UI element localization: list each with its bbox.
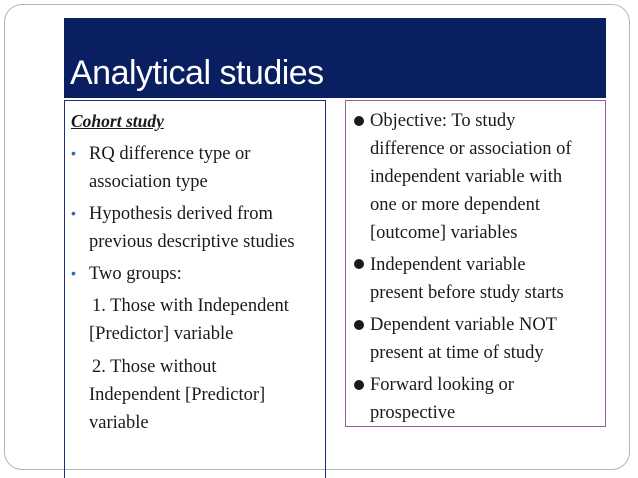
left-bullet-3-line-1: Two groups: (89, 264, 182, 284)
right-bullet-1-line-1: Objective: To study (370, 111, 516, 131)
right-bullet-3-line-1: Dependent variable NOT (370, 315, 557, 335)
group-2-line-2: Independent [Predictor] (89, 385, 266, 405)
left-bullet-2-line-1: Hypothesis derived from (89, 204, 273, 224)
right-bullet-1-line-2: difference or association of (370, 139, 572, 159)
bullet-dot-icon (354, 380, 364, 390)
bullet-icon: • (71, 205, 76, 221)
group-2-line-3: variable (89, 413, 149, 433)
left-bullet-1-line-1: RQ difference type or (89, 144, 251, 164)
bullet-icon: • (71, 265, 76, 281)
right-bullet-1-line-4: one or more dependent (370, 195, 541, 215)
left-bullet-2-line-2: previous descriptive studies (89, 232, 295, 252)
group-1-line-2: [Predictor] variable (89, 324, 234, 344)
bullet-dot-icon (354, 320, 364, 330)
bullet-dot-icon (354, 116, 364, 126)
right-bullet-1-line-3: independent variable with (370, 167, 563, 187)
group-1-line-1: 1. Those with Independent (92, 296, 289, 316)
group-2-line-1: 2. Those without (92, 357, 217, 377)
cohort-study-heading: Cohort study (71, 111, 164, 131)
bullet-icon: • (71, 145, 76, 161)
right-bullet-4-line-1: Forward looking or (370, 375, 514, 395)
right-bullet-2-line-2: present before study starts (370, 283, 564, 303)
left-bullet-1-line-2: association type (89, 172, 208, 192)
right-bullet-3-line-2: present at time of study (370, 343, 544, 363)
right-bullet-4-line-2: prospective (370, 403, 456, 423)
right-bullet-1-line-5: [outcome] variables (370, 223, 518, 243)
bullet-dot-icon (354, 259, 364, 269)
right-bullet-2-line-1: Independent variable (370, 255, 526, 275)
slide-title: Analytical studies (70, 54, 324, 92)
